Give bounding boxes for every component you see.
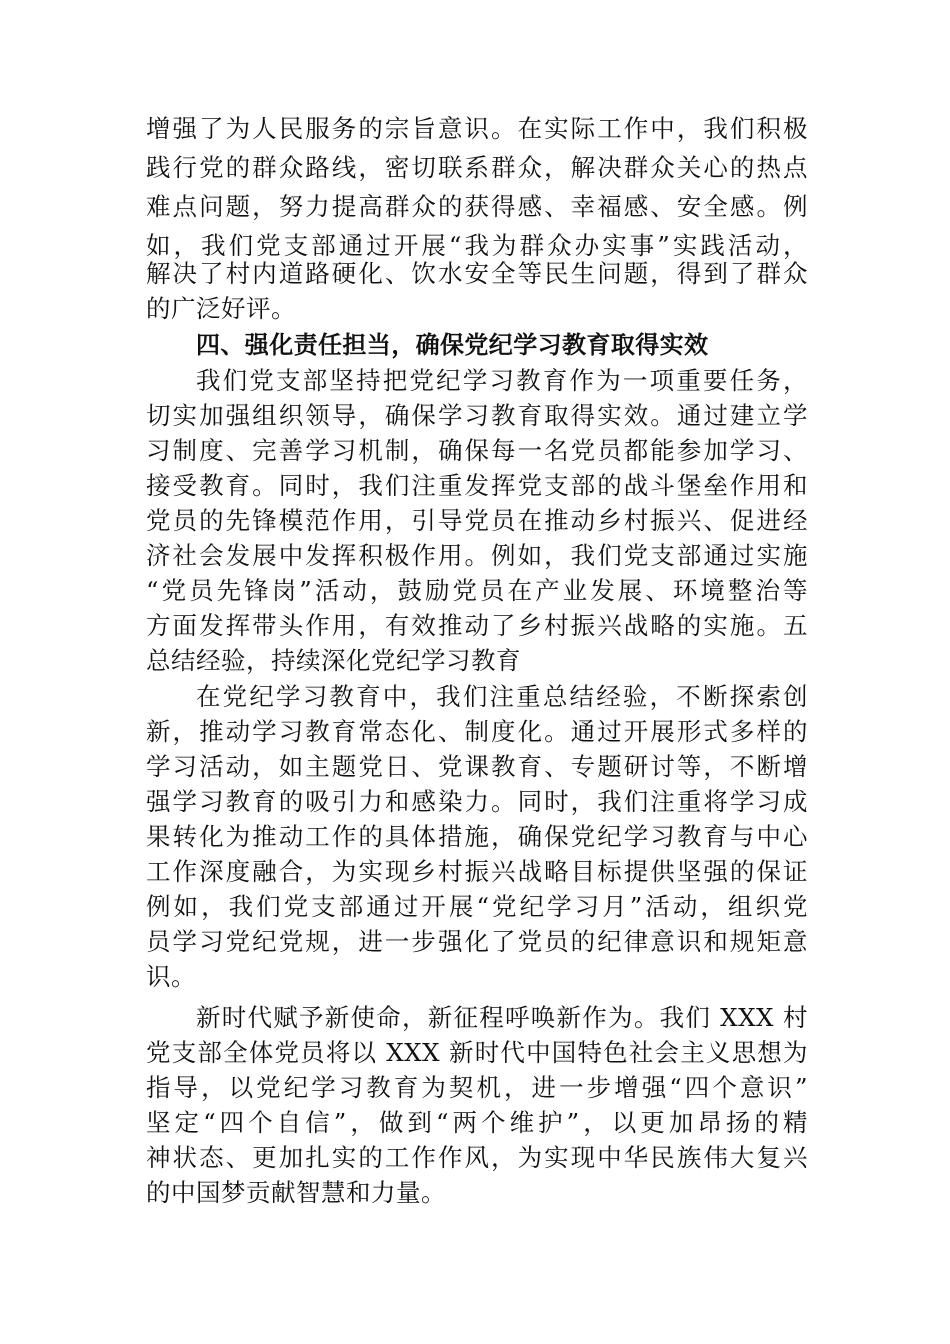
paragraph-line: 践行党的群众路线，密切联系群众，解决群众关心的热点 (146, 153, 808, 182)
paragraph-line: 学习活动，如主题党日、党课教育、专题研讨等，不断增 (146, 752, 808, 781)
paragraph-line: “党员先锋岗”活动，鼓励党员在产业发展、环境整治等 (146, 576, 808, 605)
paragraph-line: 接受教育。同时，我们注重发挥党支部的战斗堡垒作用和 (146, 471, 808, 500)
paragraph-line: 在党纪学习教育中，我们注重总结经验，不断探索创 (196, 682, 808, 711)
paragraph-line: 党员的先锋模范作用，引导党员在推动乡村振兴、促进经 (146, 506, 808, 535)
paragraph-line: 工作深度融合，为实现乡村振兴战略目标提供坚强的保证 (146, 857, 808, 886)
paragraph-line: 识。 (146, 962, 196, 991)
paragraph-line: 难点问题，努力提高群众的获得感、幸福感、安全感。例 (146, 192, 808, 221)
paragraph-line: 我们党支部坚持把党纪学习教育作为一项重要任务， (196, 366, 808, 395)
paragraph-line: 的广泛好评。 (146, 294, 296, 323)
paragraph-line: 强学习教育的吸引力和感染力。同时，我们注重将学习成 (146, 787, 808, 816)
paragraph-line: 新时代赋予新使命，新征程呼唤新作为。我们 XXX 村 (196, 1003, 808, 1032)
paragraph-line: 如，我们党支部通过开展“我为群众办实事”实践活动， (146, 231, 808, 260)
paragraph-line: 神状态、更加扎实的工作作风，为实现中华民族伟大复兴 (146, 1143, 808, 1172)
paragraph-line: 总结经验，持续深化党纪学习教育 (146, 646, 521, 675)
paragraph-line: 党支部全体党员将以 XXX 新时代中国特色社会主义思想为 (146, 1038, 808, 1067)
section-heading: 四、强化责任担当，确保党纪学习教育取得实效 (196, 331, 709, 359)
paragraph-line: 增强了为人民服务的宗旨意识。在实际工作中，我们积极 (146, 114, 808, 143)
paragraph-line: 坚定“四个自信”，做到“两个维护”，以更加昂扬的精 (146, 1108, 808, 1137)
paragraph-line: 员学习党纪党规，进一步强化了党员的纪律意识和规矩意 (146, 927, 808, 956)
paragraph-line: 新，推动学习教育常态化、制度化。通过开展形式多样的 (146, 717, 808, 746)
paragraph-line: 解决了村内道路硬化、饮水安全等民生问题，得到了群众 (146, 259, 808, 288)
paragraph-line: 的中国梦贡献智慧和力量。 (146, 1178, 446, 1207)
paragraph-line: 切实加强组织领导，确保学习教育取得实效。通过建立学 (146, 401, 808, 430)
paragraph-line: 果转化为推动工作的具体措施，确保党纪学习教育与中心 (146, 822, 808, 851)
paragraph-line: 例如，我们党支部通过开展“党纪学习月”活动，组织党 (146, 892, 808, 921)
paragraph-line: 方面发挥带头作用，有效推动了乡村振兴战略的实施。五 (146, 611, 808, 640)
paragraph-line: 指导，以党纪学习教育为契机，进一步增强“四个意识” (146, 1073, 808, 1102)
paragraph-line: 习制度、完善学习机制，确保每一名党员都能参加学习、 (146, 436, 808, 465)
paragraph-line: 济社会发展中发挥积极作用。例如，我们党支部通过实施 (146, 541, 808, 570)
